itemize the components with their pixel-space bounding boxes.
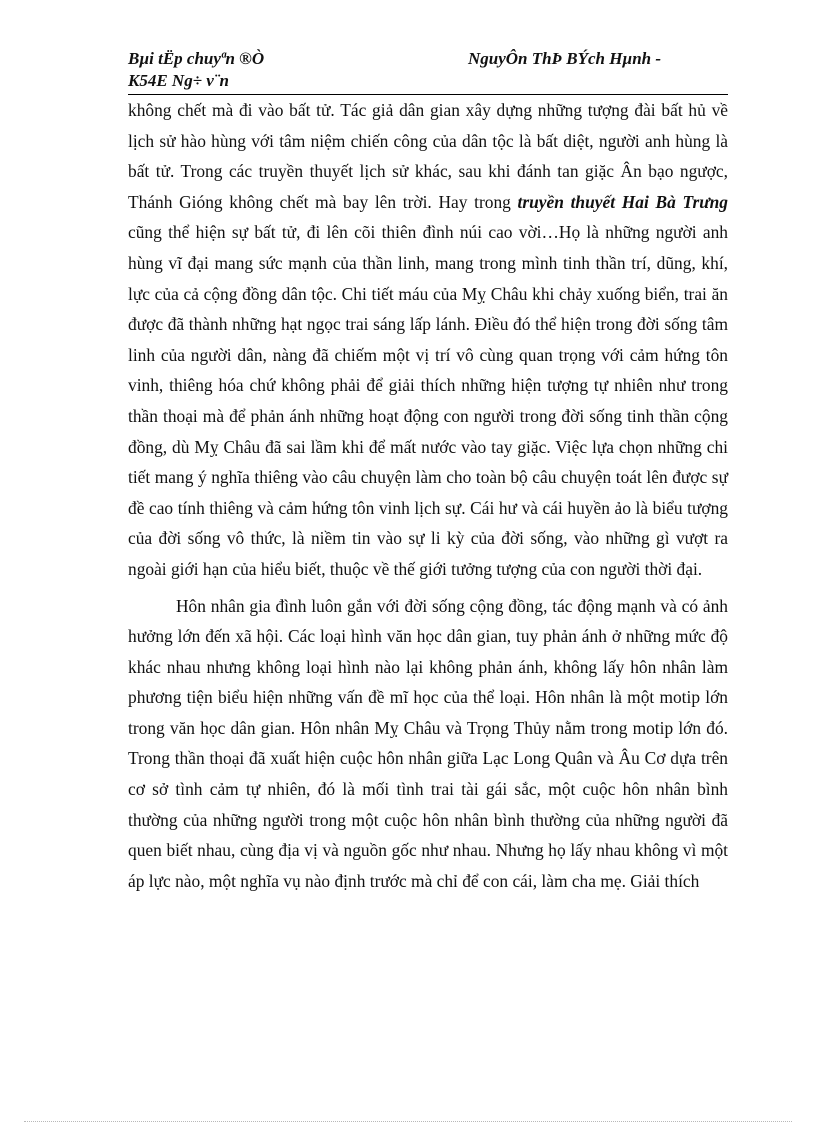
paragraph-2: Hôn nhân gia đình luôn gắn với đời sống cộng đồng, tác động mạnh và có ảnh hưởng lớn đến xã hội. Các loại hình văn học dân gian, tuy phản ánh ở những mức độ khác nhau nhưng không loại hình nào lại không phản ánh, không lấy hôn nhân làm phương tiện biểu hiện những vấn đề mĩ học của thể loại. Hôn nhân là một motip lớn trong văn học dân gian. Hôn nhân Mỵ Châu và Trọng Thủy nằm trong motip lớn đó. Trong thần thoại đã xuất hiện cuộc hôn nhân giữa Lạc Long Quân và Âu Cơ dựa trên cơ sở tình cảm tự nhiên, đó là mối tình trai tài gái sắc, một cuộc hôn nhân bình thường của những người trong một cuộc hôn nhân bình thường của những người đã quen biết nhau, cùng địa vị và nguồn gốc như nhau. Nhưng họ lấy nhau không vì một áp lực nào, một nghĩa vụ nào định trước mà chỉ để con cái, làm cha mẹ. Giải thích — [128, 595, 728, 891]
header-class-name: K54E Ng÷ v¨n — [128, 71, 229, 90]
paragraph-1-part-2: cũng thể hiện sự bất tử, đi lên cõi thiên đình núi cao vời…Họ là những người anh hùng vĩ đại mang sức mạnh của thần linh, mang trong mình tinh thần trí, dũng, khí, lực của cả cộng đồng dân tộc. Chi tiết máu của Mỵ Châu khi chảy xuống biển, trai ăn được đã thành những hạt ngọc trai sáng lấp lánh. Điều đó thể hiện trong đời sống tâm linh của người dân, nàng đã chiếm một vị trí vô cùng quan trọng với cảm hứng tôn vinh, thiêng hóa chứ không phải để giải thích những hiện tượng tự nhiên như trong thần thoại mà để phản ánh những hoạt động con người trong đời sống tinh thần cộng đồng, dù Mỵ Châu đã sai lầm khi để mất nước vào tay giặc. Việc lựa chọn những chi tiết mang ý nghĩa thiêng vào câu chuyện làm cho toàn bộ câu chuyện toát lên được sự đề cao tính thiêng và cảm hứng tôn vinh lịch sự. Cái hư và cái huyền ảo là biểu tượng của đời sống vô thức, là niềm tin vào sự li kỳ của đời sống, vào những gì vượt ra ngoài giới hạn của hiểu biết, thuộc về thế giới tưởng tượng của con người thời đại. — [128, 222, 728, 579]
header-author-name: NguyÔn ThÞ BÝch Hµnh - — [468, 49, 662, 68]
document-body — [128, 95, 728, 896]
paragraph-1-part-1: không chết mà đi vào bất tử. Tác giả dân gian xây dựng những tượng đài bất hủ về lịch sử hào hùng với tâm niệm chiến công của dân tộc là bất diệt, người anh hùng là bất tử. Trong các truyền thuyết lịch sử khác, sau khi đánh tan giặc Ân bạo ngược, Thánh Gióng không chết mà bay lên trời. Hay trong — [128, 100, 728, 212]
emphasized-title: truyền thuyết Hai Bà Trưng — [517, 191, 728, 212]
paragraph-1 — [128, 95, 728, 585]
header-course-title: Bµi tËp chuyªn ®Ò — [128, 49, 265, 68]
page-bottom-divider — [24, 1121, 792, 1122]
